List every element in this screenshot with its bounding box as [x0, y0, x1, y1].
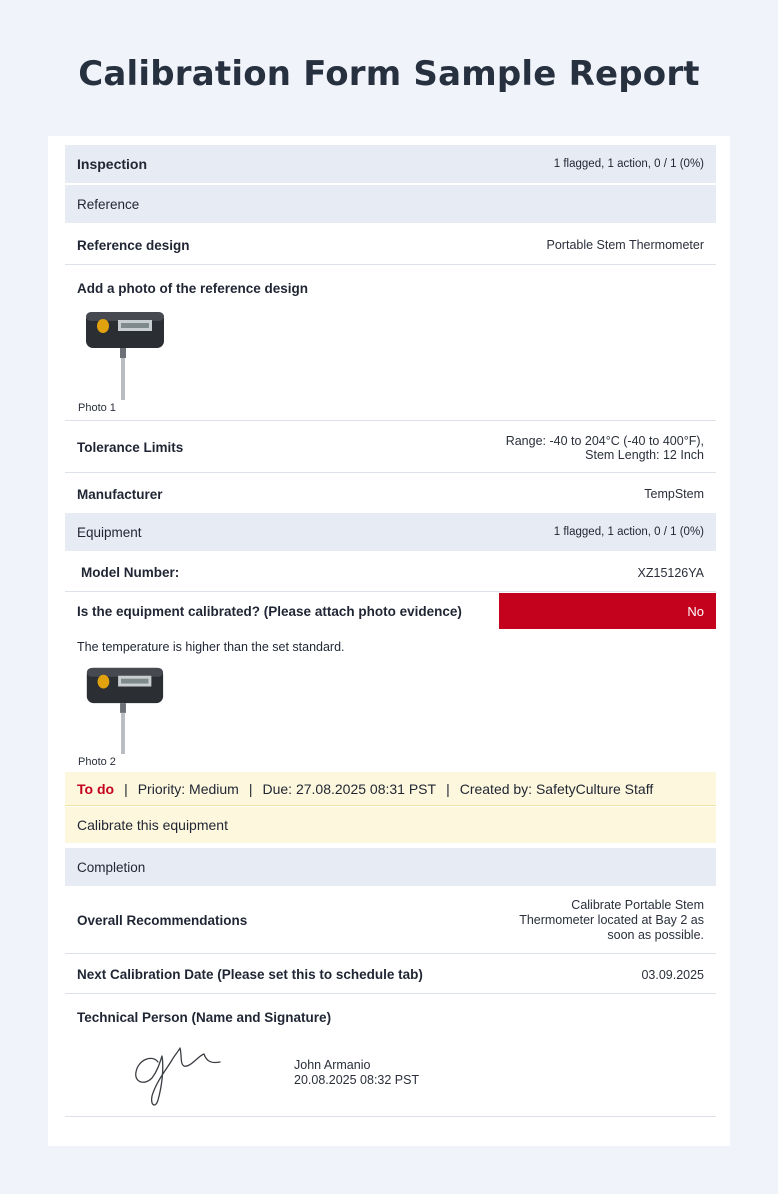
technical-person-details [294, 1058, 419, 1088]
photo-2[interactable] [78, 664, 168, 768]
inspection-header [65, 145, 716, 183]
manufacturer-label: Manufacturer [77, 486, 163, 502]
report-sheet [48, 136, 730, 1146]
equipment-section-header [65, 513, 716, 551]
model-number-row [65, 554, 716, 592]
reference-design-label: Reference design [77, 237, 190, 253]
tolerance-line-2: Stem Length: 12 Inch [585, 447, 704, 462]
thermometer-image [78, 308, 168, 400]
technical-person-row [65, 1004, 716, 1030]
next-calibration-label: Next Calibration Date (Please set this to schedule tab) [77, 967, 423, 982]
tolerance-row [65, 423, 716, 473]
calibrated-note-row [65, 636, 716, 658]
action-priority: Priority: Medium [137, 780, 239, 797]
action-task: Calibrate this equipment [77, 817, 228, 833]
recommendations-label: Overall Recommendations [77, 913, 248, 928]
photo-2-caption: Photo 2 [78, 756, 116, 768]
action-status: To do [77, 780, 115, 797]
divider [65, 1115, 716, 1117]
model-number-value: XZ15126YA [637, 565, 704, 580]
model-number-label: Model Number: [81, 565, 180, 580]
separator: | [446, 780, 450, 797]
calibrated-note: The temperature is higher than the set standard. [77, 640, 345, 654]
recommendations-line-2: Thermometer located at Bay 2 as [519, 913, 704, 927]
page-title: Calibration Form Sample Report [78, 54, 700, 94]
photo-prompt-label: Add a photo of the reference design [77, 280, 309, 296]
thermometer-image [78, 664, 168, 754]
completion-section-label: Completion [77, 859, 146, 875]
tolerance-line-1: Range: -40 to 204°C (-40 to 400°F), [505, 433, 704, 448]
photo-1-caption: Photo 1 [78, 402, 116, 414]
reference-section-label: Reference [77, 196, 140, 212]
divider [65, 419, 716, 421]
calibrated-question-label: Is the equipment calibrated? (Please attach photo evidence) [77, 603, 462, 619]
reference-design-row [65, 226, 716, 265]
next-calibration-row [65, 956, 716, 994]
technical-person-label: Technical Person (Name and Signature) [77, 1009, 332, 1025]
separator: | [248, 780, 253, 797]
reference-design-value: Portable Stem Thermometer [546, 238, 704, 252]
reference-section-header [65, 185, 716, 223]
action-task-row[interactable] [65, 807, 716, 843]
inspection-summary: 1 flagged, 1 action, 0 / 1 (0%) [553, 158, 704, 170]
completion-section-header [65, 848, 716, 886]
technical-person-timestamp: 20.08.2025 08:32 PST [294, 1073, 420, 1087]
inspection-title: Inspection [77, 156, 148, 172]
tolerance-value [506, 434, 704, 462]
calibrated-question-row [65, 593, 505, 629]
photo-1[interactable] [78, 308, 168, 414]
action-created-by: Created by: SafetyCulture Staff [459, 780, 654, 797]
recommendations-row [65, 888, 716, 954]
signature-image [128, 1034, 228, 1110]
equipment-section-label: Equipment [77, 524, 142, 540]
recommendations-line-3: soon as possible. [607, 928, 704, 942]
tolerance-label: Tolerance Limits [77, 440, 184, 455]
recommendations-value [519, 898, 704, 943]
action-due: Due: 27.08.2025 08:31 PST [262, 780, 437, 797]
separator: | [124, 780, 128, 797]
next-calibration-value: 03.09.2025 [641, 967, 704, 982]
equipment-summary: 1 flagged, 1 action, 0 / 1 (0%) [553, 526, 704, 538]
manufacturer-value: TempStem [644, 487, 704, 501]
calibrated-answer-badge: No [499, 593, 716, 629]
photo-prompt-row [65, 275, 716, 301]
manufacturer-row [65, 476, 716, 512]
technical-person-name: John Armanio [294, 1058, 371, 1072]
recommendations-line-1: Calibrate Portable Stem [571, 898, 704, 912]
action-meta-row[interactable] [65, 772, 716, 806]
